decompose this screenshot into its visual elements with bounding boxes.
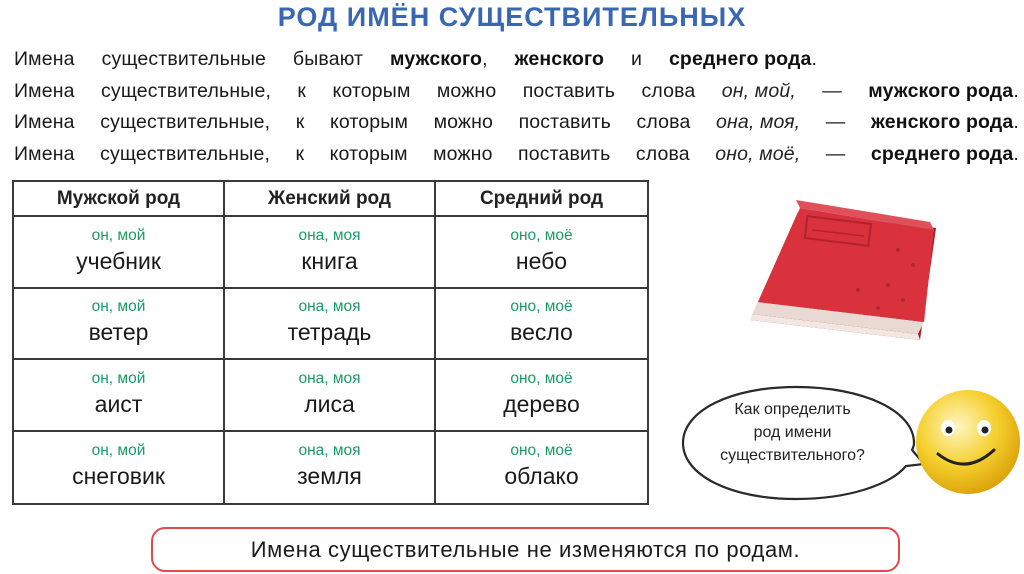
table-header-neuter: Средний род xyxy=(436,182,647,217)
table-header-masculine: Мужской род xyxy=(14,182,225,217)
rules-text xyxy=(14,44,1019,170)
table-cell: она, моя тетрадь xyxy=(225,289,436,361)
rule-line-2: Имена существительные, к которым можно поставить слова он, мой, — мужского рода. xyxy=(14,79,1019,102)
table-cell: оно, моё облако xyxy=(504,442,579,490)
rule-line-4: Имена существительные, к которым можно поставить слова оно, моё, — среднего рода. xyxy=(14,142,1019,165)
rule-line-1: Имена существительные бывают мужского, женского и среднего рода. xyxy=(14,48,818,70)
gender-table xyxy=(12,180,649,505)
table-cell: он, мой ветер xyxy=(14,289,225,361)
table-cell: он, мой аист xyxy=(14,360,225,432)
table-cell: он, мой снеговик xyxy=(14,432,225,504)
table-cell: она, моя земля xyxy=(225,432,436,504)
table-cell: он, мой учебник xyxy=(14,217,225,289)
rule-line-3: Имена существительные, к которым можно поставить слова она, моя, — женского рода. xyxy=(14,111,1019,133)
table-cell: она, моя книга xyxy=(225,217,436,289)
page-title: РОД ИМЁН СУЩЕСТВИТЕЛЬНЫХ xyxy=(277,2,747,32)
bubble-text: Как определить род имени существительного? xyxy=(720,401,865,464)
table-cell: она, моя лиса xyxy=(225,360,436,432)
table-cell: оно, моё весло xyxy=(436,289,647,361)
red-book-icon xyxy=(738,190,938,340)
rule-note-box: Имена существительные не изменяются по родам. xyxy=(151,527,900,572)
table-header-feminine: Женский род xyxy=(225,182,436,217)
table-cell: оно, моё небо xyxy=(436,217,647,289)
table-cell: оно, моё дерево xyxy=(436,360,647,432)
smiley-face-icon xyxy=(910,384,1020,502)
